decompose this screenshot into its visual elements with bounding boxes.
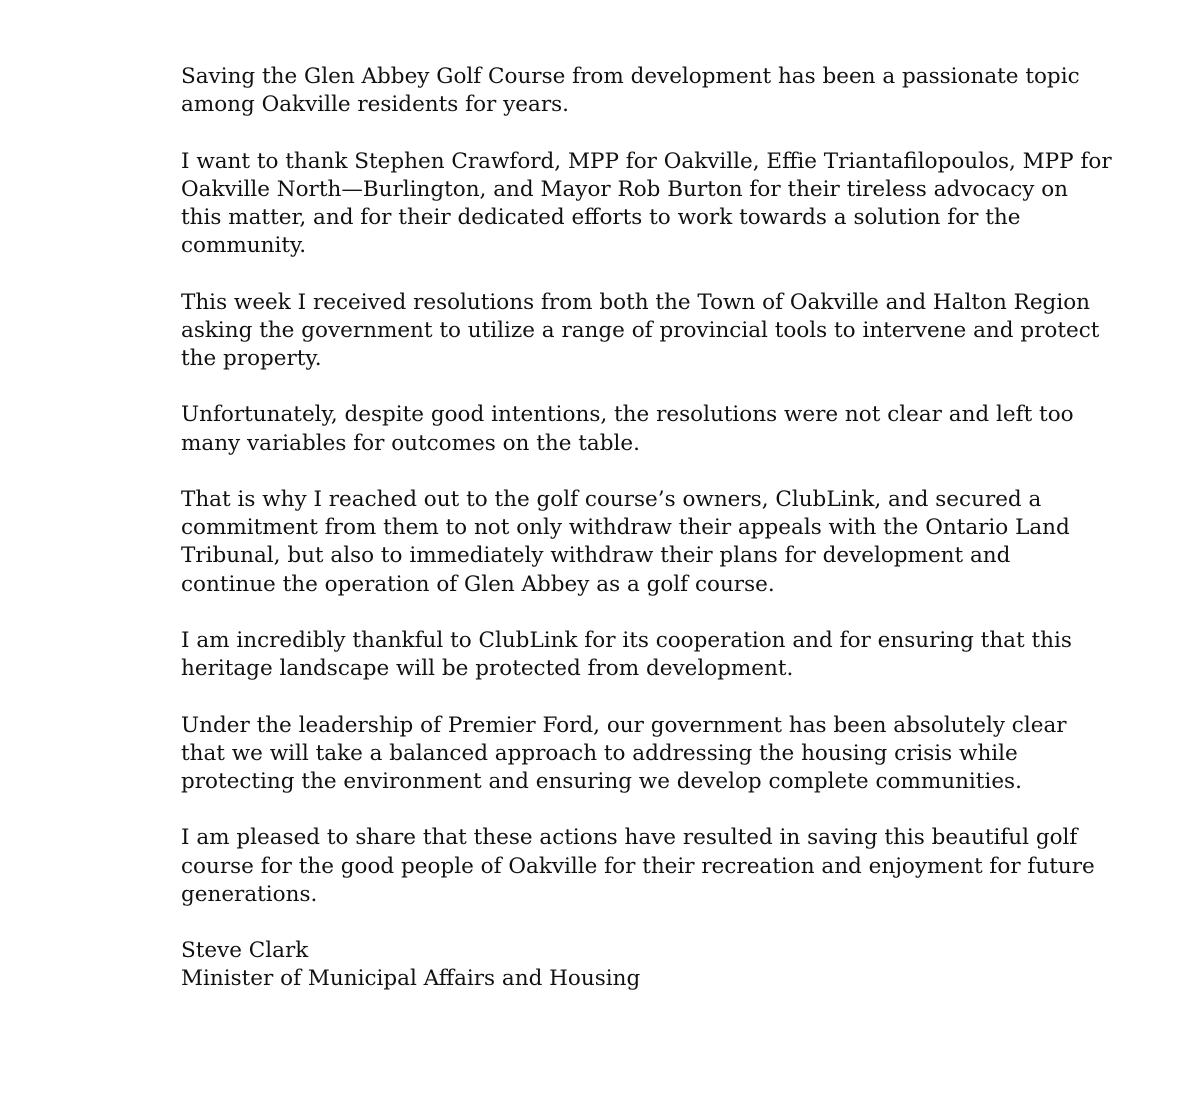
- text-line: This week I received resolutions from both the Town of Oakville and Halton Region: [181, 289, 1090, 315]
- text-line: Tribunal, but also to immediately withdraw their plans for development and: [181, 543, 1011, 569]
- text-line: protecting the environment and ensuring we develop complete communities.: [181, 768, 1022, 794]
- letter-body: [181, 63, 1112, 994]
- text-line: course for the good people of Oakville for their recreation and enjoyment for future: [181, 853, 1095, 879]
- text-line: Oakville North—Burlington, and Mayor Rob Burton for their tireless advocacy on: [181, 176, 1069, 202]
- paragraph-thanks: [181, 148, 1112, 261]
- text-line: commitment from them to not only withdraw their appeals with the Ontario Land: [181, 515, 1070, 541]
- text-line: this matter, and for their dedicated efforts to work towards a solution for the: [181, 205, 1021, 230]
- paragraph-intro: [181, 63, 1080, 119]
- paragraph-leadership: [181, 712, 1067, 797]
- text-line: that we will take a balanced approach to addressing the housing crisis while: [181, 740, 1018, 766]
- text-line: heritage landscape will be protected from development.: [181, 656, 794, 682]
- text-line: many variables for outcomes on the table.: [181, 430, 640, 456]
- text-line: among Oakville residents for years.: [181, 92, 569, 118]
- paragraph-resolutions: [181, 289, 1100, 374]
- signature-block: [181, 937, 1061, 993]
- text-line: the property.: [181, 346, 322, 371]
- paragraph-unfortunately: [181, 401, 1074, 457]
- text-line: community.: [181, 233, 307, 259]
- text-line: continue the operation of Glen Abbey as a golf course.: [181, 571, 775, 597]
- signature-name: Steve Clark: [181, 938, 309, 964]
- text-line: Under the leadership of Premier Ford, our government has been absolutely clear: [181, 712, 1067, 738]
- text-line: That is why I reached out to the golf course’s owners, ClubLink, and secured a: [181, 486, 1042, 512]
- text-line: asking the government to utilize a range of provincial tools to intervene and protect: [181, 317, 1100, 343]
- signature-title: Minister of Municipal Affairs and Housing: [181, 966, 641, 992]
- text-line: I am pleased to share that these actions have resulted in saving this beautiful golf: [181, 825, 1078, 851]
- paragraph-clublink-commitment: [181, 486, 1070, 599]
- text-line: I am incredibly thankful to ClubLink for its cooperation and for ensuring that this: [181, 627, 1072, 653]
- text-line: I want to thank Stephen Crawford, MPP for Oakville, Effie Triantafilopoulos, MPP for: [181, 148, 1112, 174]
- paragraph-thankful: [181, 627, 1072, 683]
- text-line: generations.: [181, 881, 318, 907]
- paragraph-conclusion: [181, 824, 1095, 909]
- text-line: Saving the Glen Abbey Golf Course from development has been a passionate topic: [181, 64, 1080, 89]
- text-line: Unfortunately, despite good intentions, the resolutions were not clear and left too: [181, 402, 1074, 428]
